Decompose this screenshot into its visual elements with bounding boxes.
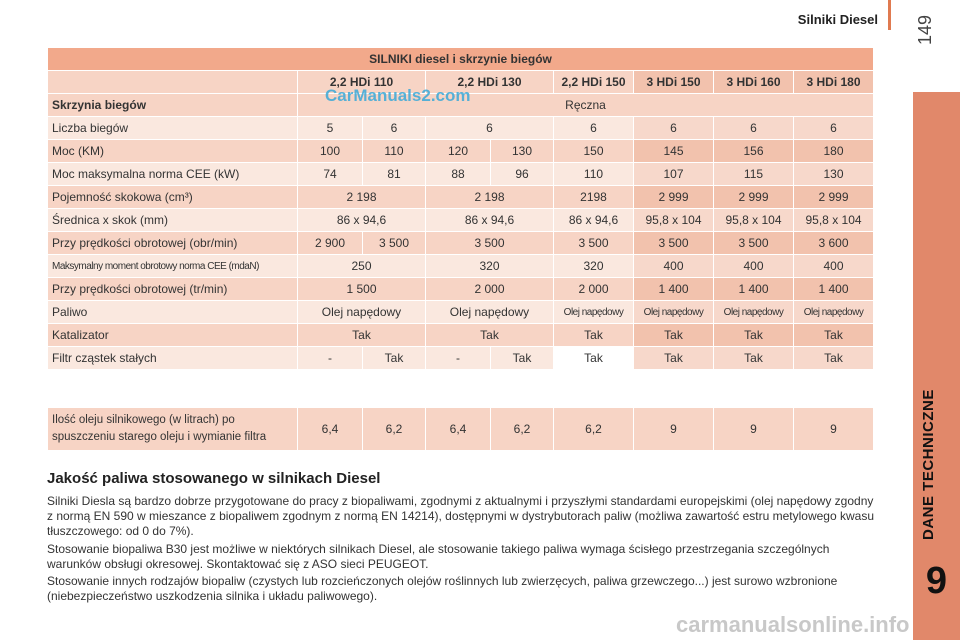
table-cell: 250 bbox=[298, 255, 426, 278]
section-title: Jakość paliwa stosowanego w silnikach Diesel bbox=[47, 470, 381, 487]
table-cell: 2198 bbox=[554, 186, 634, 209]
table-cell: Tak bbox=[634, 347, 714, 370]
table-cell: Ręczna bbox=[298, 94, 874, 117]
table-cell: 6 bbox=[714, 117, 794, 140]
table-cell: - bbox=[298, 347, 363, 370]
table-cell: 3 600 bbox=[794, 232, 874, 255]
table-cell: 2 198 bbox=[426, 186, 554, 209]
table-cell: Olej napędowy bbox=[794, 301, 874, 324]
table-cell: Tak bbox=[794, 324, 874, 347]
row-label: Przy prędkości obrotowej (tr/min) bbox=[48, 278, 298, 301]
table-cell: 1 400 bbox=[634, 278, 714, 301]
table-cell: 9 bbox=[794, 408, 874, 451]
table-cell: 2 999 bbox=[634, 186, 714, 209]
table-cell: 6 bbox=[634, 117, 714, 140]
table-cell: 95,8 x 104 bbox=[634, 209, 714, 232]
row-label: Maksymalny moment obrotowy norma CEE (mdaN) bbox=[48, 255, 298, 278]
table-cell: 400 bbox=[714, 255, 794, 278]
watermark-top: CarManuals2.com bbox=[325, 86, 471, 105]
table-row bbox=[48, 232, 874, 255]
table-cell: 6,2 bbox=[554, 408, 634, 451]
table-cell: Tak bbox=[491, 347, 554, 370]
model-header: 2,2 HDi 110 bbox=[298, 71, 426, 94]
table-cell: 86 x 94,6 bbox=[426, 209, 554, 232]
model-header: 3 HDi 160 bbox=[714, 71, 794, 94]
chapter-number: 9 bbox=[925, 560, 948, 602]
table-cell: Olej napędowy bbox=[634, 301, 714, 324]
table-cell: 9 bbox=[634, 408, 714, 451]
table-row bbox=[48, 408, 874, 451]
table-cell: 1 400 bbox=[714, 278, 794, 301]
table-row bbox=[48, 163, 874, 186]
table-cell: Olej napędowy bbox=[298, 301, 426, 324]
page-number: 149 bbox=[915, 14, 935, 45]
table-cell: 9 bbox=[714, 408, 794, 451]
row-label: Moc maksymalna norma CEE (kW) bbox=[48, 163, 298, 186]
table-cell: Tak bbox=[554, 347, 634, 370]
paragraph: Stosowanie innych rodzajów biopaliw (czystych lub rozcieńczonych olejów roślinnych lub zwierzęcych, paliwa grzewczego...) jest surowo wzbronione (niebezpieczeństwo uszkodzenia silnika i układu paliwowego). bbox=[47, 574, 838, 603]
table-cell: 320 bbox=[426, 255, 554, 278]
table-cell: 320 bbox=[554, 255, 634, 278]
table-cell: 96 bbox=[491, 163, 554, 186]
row-label: Ilość oleju silnikowego (w litrach) po spuszczeniu starego oleju i wymianie filtra bbox=[48, 408, 298, 451]
table-cell: 2 000 bbox=[426, 278, 554, 301]
table-row bbox=[48, 301, 874, 324]
table-cell: 2 999 bbox=[714, 186, 794, 209]
model-header: 3 HDi 180 bbox=[794, 71, 874, 94]
table-row bbox=[48, 140, 874, 163]
table-cell: 180 bbox=[794, 140, 874, 163]
table-cell: 2 900 bbox=[298, 232, 363, 255]
table-cell: 88 bbox=[426, 163, 491, 186]
table-cell: Tak bbox=[794, 347, 874, 370]
table-cell: Tak bbox=[554, 324, 634, 347]
table-cell: 150 bbox=[554, 140, 634, 163]
table-cell: 107 bbox=[634, 163, 714, 186]
table-row bbox=[48, 186, 874, 209]
header-accent-line bbox=[888, 0, 891, 30]
table-cell: 6 bbox=[554, 117, 634, 140]
table-cell: 130 bbox=[491, 140, 554, 163]
watermark-bottom: carmanualsonline.info bbox=[676, 612, 910, 637]
paragraph: Silniki Diesla są bardzo dobrze przygotowane do pracy z biopaliwami, zgodnymi z aktualnymi i przyszłymi standardami europejskimi (olej napędowy zgodny z normą EN 590 w mieszance z biopaliwem zgodnym z normą EN 14214), dostępnymi w dystrybutorach paliw (możliwa zawartość estru metylowego kwasu tłuszczowego: od 0 do 7%). bbox=[47, 494, 875, 538]
row-label: Średnica x skok (mm) bbox=[48, 209, 298, 232]
table-cell: 6,2 bbox=[491, 408, 554, 451]
table-cell: 110 bbox=[363, 140, 426, 163]
empty-header-cell bbox=[48, 71, 298, 94]
row-label: Liczba biegów bbox=[48, 117, 298, 140]
table-cell: 156 bbox=[714, 140, 794, 163]
table-cell: 3 500 bbox=[363, 232, 426, 255]
table-cell: 400 bbox=[634, 255, 714, 278]
table-row bbox=[48, 324, 874, 347]
table-cell: Olej napędowy bbox=[426, 301, 554, 324]
table-cell: 400 bbox=[794, 255, 874, 278]
table-cell: 6 bbox=[794, 117, 874, 140]
row-label: Przy prędkości obrotowej (obr/min) bbox=[48, 232, 298, 255]
table-row bbox=[48, 117, 874, 140]
row-label: Filtr cząstek stałych bbox=[48, 347, 298, 370]
oil-capacity-table bbox=[47, 407, 874, 451]
table-cell: 2 198 bbox=[298, 186, 426, 209]
table-cell: 2 999 bbox=[794, 186, 874, 209]
table-cell: 1 500 bbox=[298, 278, 426, 301]
row-label: Katalizator bbox=[48, 324, 298, 347]
table-cell: Tak bbox=[426, 324, 554, 347]
row-label: Paliwo bbox=[48, 301, 298, 324]
row-label: Pojemność skokowa (cm³) bbox=[48, 186, 298, 209]
table-cell: 2 000 bbox=[554, 278, 634, 301]
table-cell: 130 bbox=[794, 163, 874, 186]
model-header: 2,2 HDi 150 bbox=[554, 71, 634, 94]
paragraph: Stosowanie biopaliwa B30 jest możliwe w niektórych silnikach Diesel, ale stosowanie takiego paliwa wymaga ścisłego przestrzegania szczególnych warunków obsługi okresowej. Skontaktować się z ASO sieci PEUGEOT. bbox=[47, 542, 830, 571]
table-cell: 95,8 x 104 bbox=[714, 209, 794, 232]
row-label: Skrzynia biegów bbox=[48, 94, 298, 117]
table-cell: 145 bbox=[634, 140, 714, 163]
table-cell: 74 bbox=[298, 163, 363, 186]
table-cell: 86 x 94,6 bbox=[298, 209, 426, 232]
table-cell: 6,4 bbox=[298, 408, 363, 451]
table-cell: Tak bbox=[363, 347, 426, 370]
table-cell: 81 bbox=[363, 163, 426, 186]
table-cell: 95,8 x 104 bbox=[794, 209, 874, 232]
table-cell: Tak bbox=[634, 324, 714, 347]
model-header: 3 HDi 150 bbox=[634, 71, 714, 94]
table-cell: Olej napędowy bbox=[714, 301, 794, 324]
table-cell: 6,2 bbox=[363, 408, 426, 451]
table-cell: 115 bbox=[714, 163, 794, 186]
table-cell: Tak bbox=[714, 324, 794, 347]
chapter-title: DANE TECHNICZNE bbox=[920, 389, 937, 540]
table-cell: 3 500 bbox=[554, 232, 634, 255]
row-label: Moc (KM) bbox=[48, 140, 298, 163]
table-cell: Tak bbox=[298, 324, 426, 347]
page-header-title: Silniki Diesel bbox=[797, 12, 878, 27]
table-cell: 86 x 94,6 bbox=[554, 209, 634, 232]
table-cell: 6 bbox=[426, 117, 554, 140]
table-row bbox=[48, 255, 874, 278]
table-cell: 3 500 bbox=[714, 232, 794, 255]
table-row bbox=[48, 278, 874, 301]
table-caption: SILNIKI diesel i skrzynie biegów bbox=[48, 48, 874, 71]
table-cell: 6,4 bbox=[426, 408, 491, 451]
table-cell: 6 bbox=[363, 117, 426, 140]
table-cell: 3 500 bbox=[634, 232, 714, 255]
table-cell: 120 bbox=[426, 140, 491, 163]
table-cell: 100 bbox=[298, 140, 363, 163]
chapter-sidebar bbox=[913, 92, 960, 640]
model-header: 2,2 HDi 130 bbox=[426, 71, 554, 94]
table-cell: 1 400 bbox=[794, 278, 874, 301]
table-cell: 5 bbox=[298, 117, 363, 140]
table-cell: Olej napędowy bbox=[554, 301, 634, 324]
table-row bbox=[48, 209, 874, 232]
table-cell: - bbox=[426, 347, 491, 370]
table-cell: 110 bbox=[554, 163, 634, 186]
table-cell: 3 500 bbox=[426, 232, 554, 255]
table-row bbox=[48, 347, 874, 370]
table-cell: Tak bbox=[714, 347, 794, 370]
